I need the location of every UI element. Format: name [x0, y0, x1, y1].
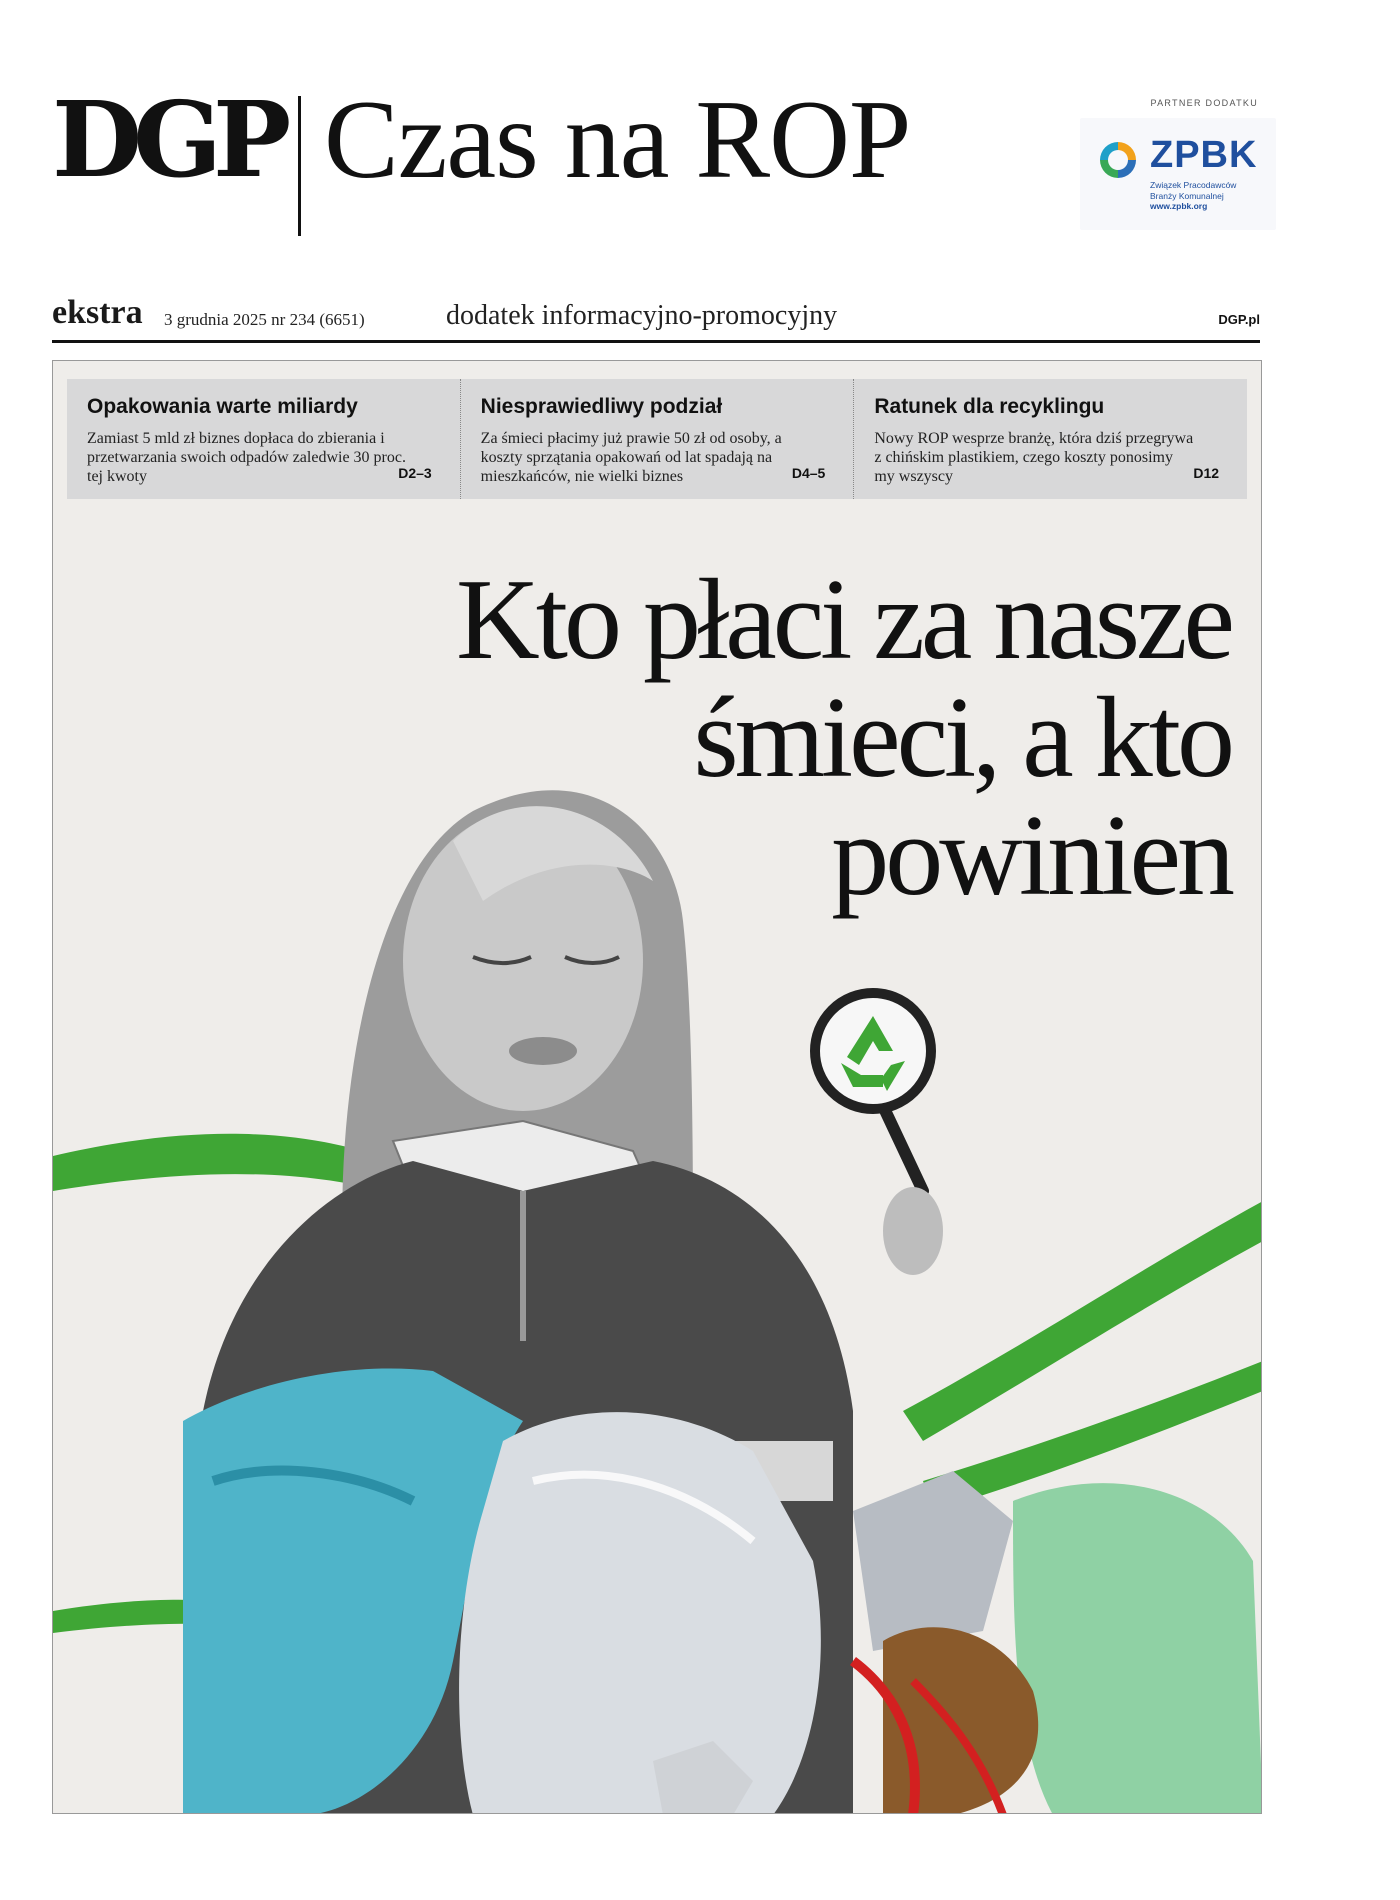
teaser-page-ref: D4–5 — [791, 465, 826, 481]
partner-name: ZPBK — [1150, 134, 1258, 176]
partner-url[interactable]: www.zpbk.org — [1150, 201, 1208, 212]
edition-row — [52, 296, 1260, 344]
cover-headline — [271, 556, 1231, 920]
teaser-title: Niesprawiedliwy podział — [480, 395, 723, 418]
teaser-title: Ratunek dla recyklingu — [874, 395, 1105, 418]
edition-label: ekstra — [52, 294, 143, 331]
teaser-text: Nowy ROP wesprze branżę, która dziś przegrywa z chińskim plastikiem, czego koszty ponosimy my wszyscy — [874, 430, 1194, 485]
partner-sub-line1: Związek Pracodawców — [1150, 180, 1237, 190]
masthead-divider — [298, 96, 301, 236]
edition-rule — [52, 340, 1260, 343]
supplement-title: Czas na ROP — [324, 78, 911, 202]
teaser-item[interactable] — [853, 379, 1247, 499]
zpbk-logo-icon — [1096, 138, 1140, 182]
site-link[interactable]: DGP.pl — [1218, 312, 1260, 327]
teaser-bar — [67, 379, 1247, 499]
magnifier-icon — [815, 993, 943, 1275]
partner-subtitle — [1150, 180, 1270, 212]
teaser-item[interactable] — [67, 379, 460, 499]
headline-line-3: powinien — [831, 792, 1231, 920]
issue-date: 3 grudnia 2025 nr 234 (6651) — [164, 310, 365, 329]
partner-sub-line2: Branży Komunalnej — [1150, 190, 1224, 201]
dgp-logo[interactable]: DGP — [52, 78, 283, 201]
supplement-type: dodatek informacyjno-promocyjny — [446, 300, 838, 331]
teaser-text: Zamiast 5 mld zł biznes dopłaca do zbierania i przetwarzania swoich odpadów zaledwie 30 proc. tej kwoty — [87, 430, 406, 485]
teaser-text: Za śmieci płacimy już prawie 50 zł od osoby, a koszty sprzątania opakowań od lat spadają na mieszkańców, nie wielki biznes — [480, 430, 782, 485]
headline-line-1: Kto płaci za nasze — [455, 556, 1231, 684]
teaser-item[interactable] — [460, 379, 854, 499]
teaser-page-ref: D2–3 — [398, 465, 432, 481]
partner-logo-box[interactable] — [1080, 118, 1276, 230]
cover-frame — [52, 360, 1262, 1814]
teaser-page-ref: D12 — [1193, 465, 1220, 481]
partner-caption: PARTNER DODATKU — [1150, 98, 1258, 108]
headline-line-2: śmieci, a kto — [693, 674, 1231, 802]
teaser-title: Opakowania warte miliardy — [87, 395, 358, 418]
